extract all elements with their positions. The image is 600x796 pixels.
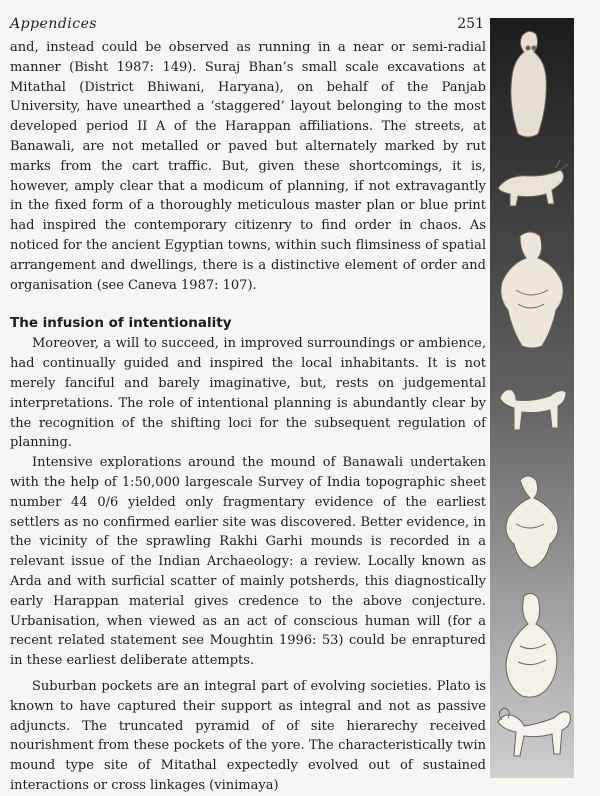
body-text [10, 38, 486, 796]
bull-figurine-icon [498, 160, 568, 206]
running-title: Appendices [10, 16, 98, 32]
paragraph-3: Intensive explorations around the mound of Banawali undertaken with the help of 1:50,000 largescale Survey of India topographic sheet number 44 0/6 yielded only fragmentary evidence of the earliest settlers as no confirmed earlier site was discovered. Better evidence, in the vicinity of the sprawling Rakhi Garhi mounds is recorded in a relevant issue of the Indian Archaeology: a review. Locally known as Arda and with surficial scatter of mainly potsherds, this diagnostically early Harappan material gives credence to the above conjecture. Urbanisation, when viewed as an act of conscious human will (for a recent related statement see Moughtin 1996: 53) could be enraptured in these earliest deliberate attempts. [10, 455, 486, 669]
terracotta-figurine-icon [506, 593, 557, 697]
ram-figurine-icon [498, 708, 570, 756]
paragraph-2: Moreover, a will to succeed, in improved surroundings or ambience, had continually guided and inspired the local inhabitants. It is not merely fanciful and barely imaginative, but, rests on judgemental interpretations. The role of intentional planning is abundantly clear by the recognition of the shifting loci for the subsequent regulation of planning. [10, 336, 486, 451]
goat-figurine-icon [500, 380, 566, 430]
terracotta-figurine-icon [501, 232, 563, 348]
terracotta-figurine-icon [511, 31, 546, 137]
section-heading: The infusion of intentionality [10, 315, 232, 332]
page-header [10, 16, 484, 36]
terracotta-figurine-icon [506, 476, 558, 568]
page-number: 251 [457, 16, 484, 32]
paragraph-1: and, instead could be observed as running in a near or semi-radial manner (Bisht 1987: 149). Suraj Bhan’s small scale excavations at Mitathal (District Bhiwani, Haryana), on behalf of the Panjab University, have unearthed a ‘staggered’ layout belonging to the most developed period II A of the Harappan affiliations. The streets, at Banawali, are not metalled or paved but alternately marked by rut marks from the cart traffic. But, given these shortcomings, it is, however, amply clear that a modicum of planning, if not extravagantly in the fixed form of a thoroughly meticulous master plan or blue print had inspired the contemporary citizenry to find order in chaos. As noticed for the ancient Egyptian towns, within such flimsiness of spatial arrangement and dwellings, there is a distinctive element of order and organisation (see Caneva 1987: 107). [10, 40, 486, 293]
figurine-strip [490, 18, 574, 778]
paragraph-4: Suburban pockets are an integral part of evolving societies. Plato is known to have captured their support as integral and not as passive adjuncts. The truncated pyramid of of site hierarechy received nourishment from these pockets of the yore. The characteristically twin mound type site of Mitathal expectedly evolved out of sustained interactions or cross linkages (vinimaya) [10, 678, 486, 793]
